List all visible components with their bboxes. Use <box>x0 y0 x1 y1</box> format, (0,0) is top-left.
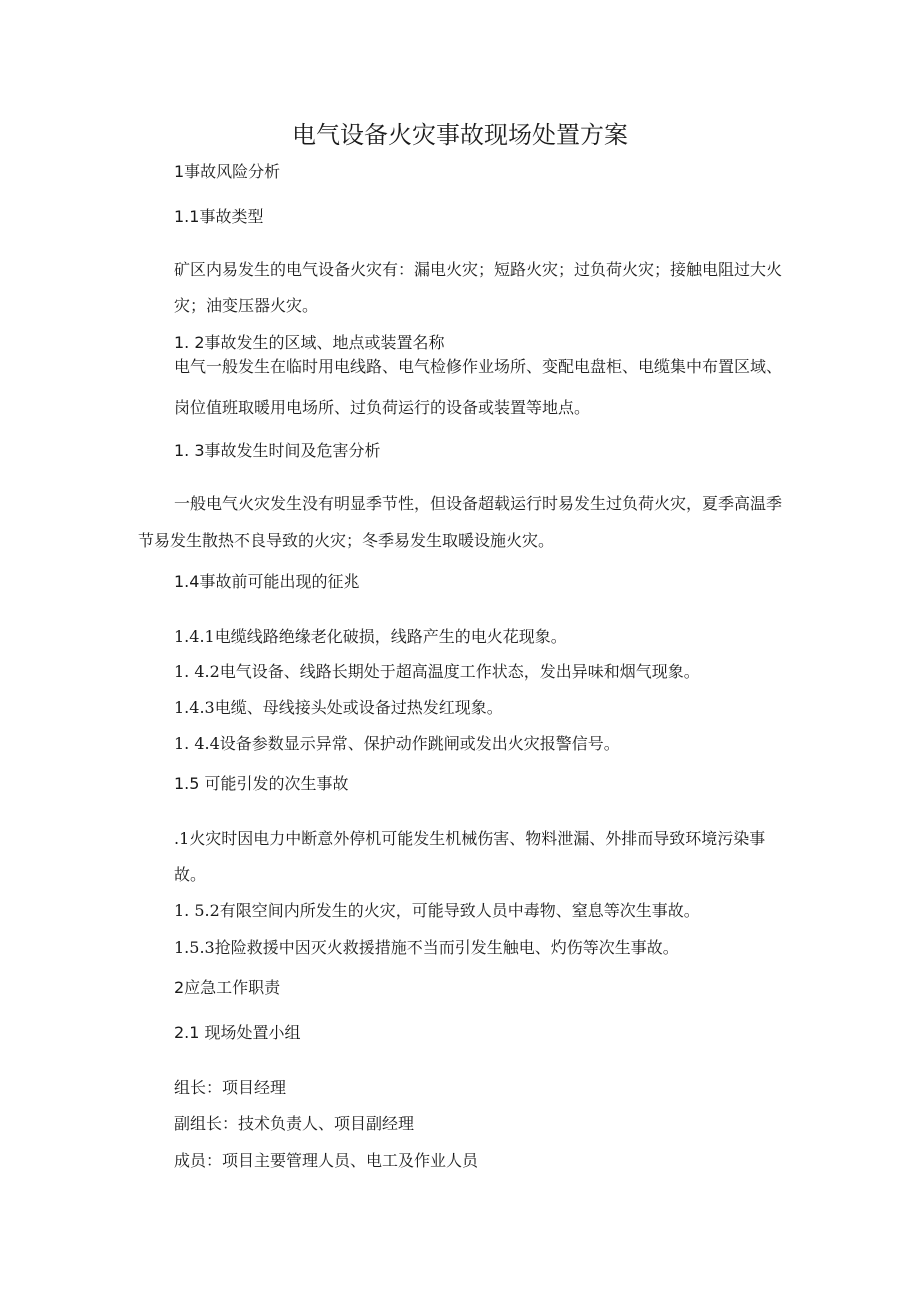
role-leader: 组长：项目经理 <box>174 1078 287 1097</box>
section-1-5-heading: 1.5 可能引发的次生事故 <box>174 774 349 793</box>
section-1-4-heading: 1.4事故前可能出现的征兆 <box>174 572 360 591</box>
paragraph-1-line-2: 灾；油变压器火灾。 <box>174 296 319 315</box>
item-1-4-4: 1. 4.4设备参数显示异常、保护动作跳闸或发出火灾报警信号。 <box>174 734 620 753</box>
item-1-5-2: 1. 5.2有限空间内所发生的火灾，可能导致人员中毒物、窒息等次生事故。 <box>174 901 700 920</box>
paragraph-2-line-2: 岗位值班取暖用电场所、过负荷运行的设备或装置等地点。 <box>174 398 591 417</box>
section-2-heading: 2应急工作职责 <box>174 978 281 997</box>
item-1-5-1-line-1: .1火灾时因电力中断意外停机可能发生机械伤害、物料泄漏、外排而导致环境污染事 <box>174 829 766 848</box>
role-deputy-leader: 副组长：技术负责人、项目副经理 <box>174 1114 415 1133</box>
role-members: 成员：项目主要管理人员、电工及作业人员 <box>174 1151 479 1170</box>
section-1-3-heading: 1. 3事故发生时间及危害分析 <box>174 441 381 460</box>
section-1-heading: 1事故风险分析 <box>174 162 281 181</box>
item-1-4-1: 1.4.1电缆线路绝缘老化破损，线路产生的电火花现象。 <box>174 627 567 646</box>
section-1-2-heading: 1. 2事故发生的区域、地点或装置名称 <box>174 333 445 352</box>
item-1-5-1-line-2: 故。 <box>174 865 207 884</box>
item-1-4-3: 1.4.3电缆、母线接头处或设备过热发红现象。 <box>174 698 503 717</box>
paragraph-3-line-2: 节易发生散热不良导致的火灾；冬季易发生取暖设施火灾。 <box>138 531 555 550</box>
document-title: 电气设备火灾事故现场处置方案 <box>292 121 628 149</box>
paragraph-2-line-1: 电气一般发生在临时用电线路、电气检修作业场所、变配电盘柜、电缆集中布置区域、 <box>174 357 783 376</box>
item-1-5-3: 1.5.3抢险救援中因灭火救援措施不当而引发生触电、灼伤等次生事故。 <box>174 938 679 957</box>
paragraph-3-line-1: 一般电气火灾发生没有明显季节性，但设备超载运行时易发生过负荷火灾，夏季高温季 <box>174 494 783 513</box>
paragraph-1-line-1: 矿区内易发生的电气设备火灾有：漏电火灾；短路火灾；过负荷火灾；接触电阻过大火 <box>174 260 783 279</box>
item-1-4-2: 1. 4.2电气设备、线路长期处于超高温度工作状态，发出异味和烟气现象。 <box>174 662 700 681</box>
section-2-1-heading: 2.1 现场处置小组 <box>174 1023 301 1042</box>
section-1-1-heading: 1.1事故类型 <box>174 207 264 226</box>
